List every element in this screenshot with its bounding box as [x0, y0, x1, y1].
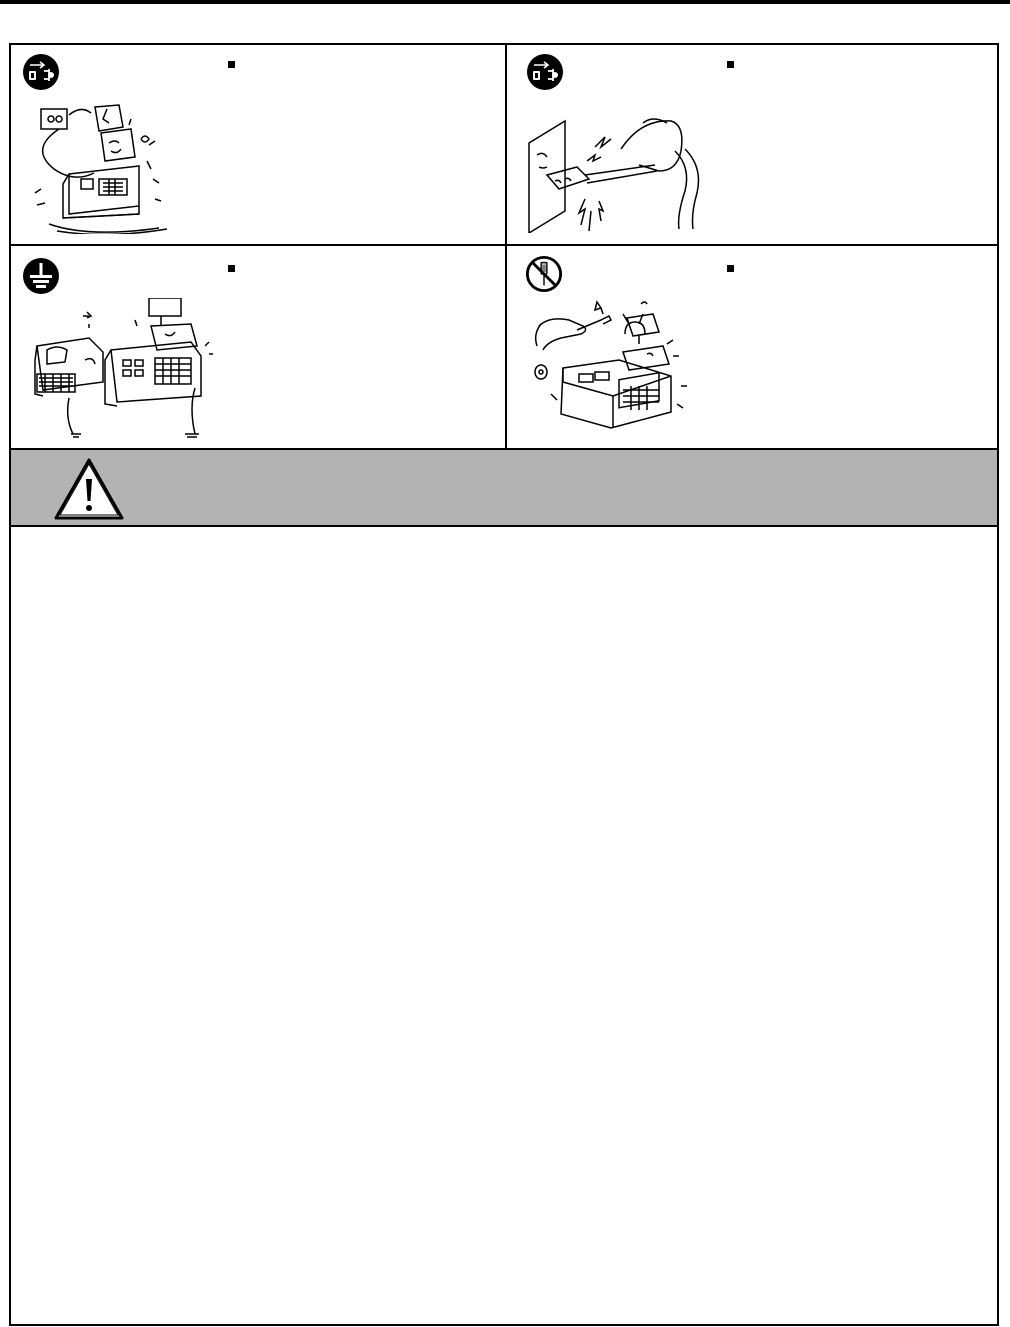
- square-bullet-icon: [727, 61, 734, 68]
- panel-top-left: [11, 45, 507, 246]
- unplug-icon: [526, 53, 564, 91]
- ground-icon: [22, 257, 60, 295]
- square-bullet-icon: [727, 265, 734, 272]
- header-rule: [0, 0, 1010, 4]
- safety-frame: [9, 43, 999, 1326]
- square-bullet-icon: [228, 265, 235, 272]
- panel-bottom-right: [507, 246, 997, 450]
- damaged-plug-icon: [525, 115, 700, 233]
- panel-bottom-left: [11, 246, 507, 450]
- square-bullet-icon: [228, 61, 235, 68]
- body-area: [11, 527, 997, 1324]
- warning-triangle-icon: [53, 457, 125, 521]
- no-disassembly-icon: [525, 255, 563, 293]
- unplug-icon: [22, 53, 60, 91]
- caution-band: [11, 450, 997, 527]
- disassembly-icon: [527, 294, 697, 439]
- grounded-registers-icon: [25, 298, 215, 438]
- panel-top-right: [507, 45, 997, 246]
- wet-register-icon: [29, 99, 179, 234]
